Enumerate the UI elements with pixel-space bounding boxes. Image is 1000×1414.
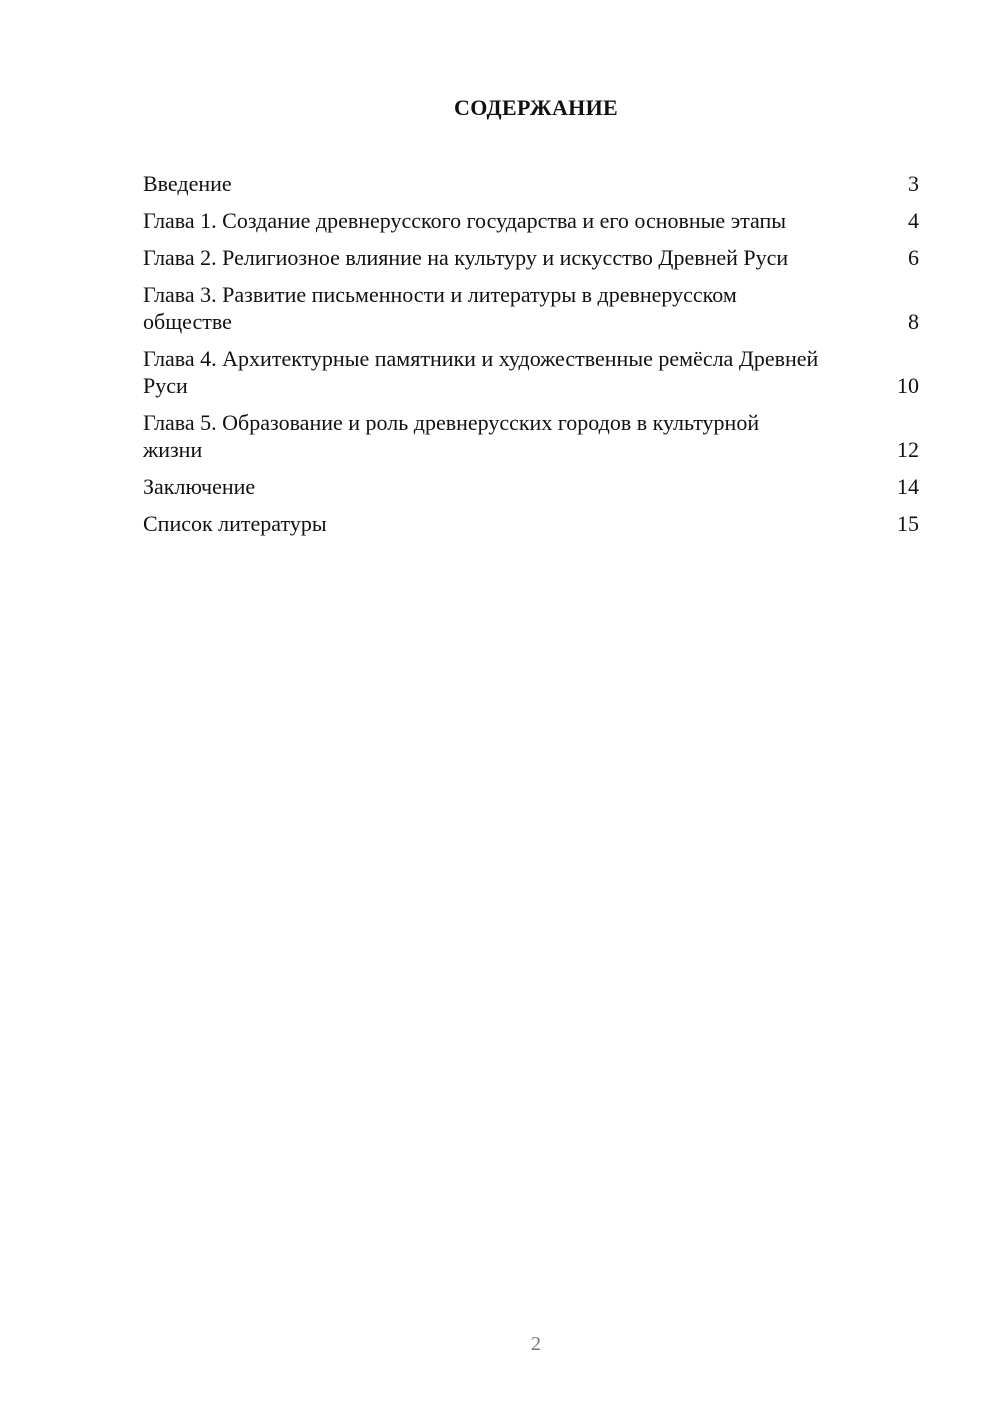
page-number: 2 xyxy=(531,1333,541,1355)
toc-title: СОДЕРЖАНИЕ xyxy=(454,95,618,120)
toc-entry-page: 3 xyxy=(908,171,919,196)
toc-entry-text: Глава 5. Образование и роль древнерусских городов в культурной жизни xyxy=(143,410,760,462)
toc-entry-text: Глава 1. Создание древнерусского государства и его основные этапы xyxy=(143,208,787,233)
toc-entry-page: 14 xyxy=(897,474,919,499)
toc-entry-introduction xyxy=(143,170,919,197)
toc-entry-bibliography xyxy=(143,510,919,537)
toc-entry-page: 8 xyxy=(908,309,919,334)
toc-entry-conclusion xyxy=(143,473,919,500)
toc-entry-text: Введение xyxy=(143,171,232,196)
toc-entry-chapter-5 xyxy=(143,409,919,463)
toc-entry-page: 6 xyxy=(908,245,919,270)
toc-entry-text: Глава 2. Религиозное влияние на культуру и искусство Древней Руси xyxy=(143,245,789,270)
toc-entry-chapter-3 xyxy=(143,281,919,335)
toc-entry-page: 4 xyxy=(908,208,919,233)
toc-list xyxy=(143,170,919,547)
toc-entry-text: Список литературы xyxy=(143,511,327,536)
toc-entry-chapter-4 xyxy=(143,345,919,399)
toc-entry-chapter-2 xyxy=(143,244,919,271)
toc-entry-page: 12 xyxy=(897,437,919,462)
toc-entry-page: 10 xyxy=(897,373,919,398)
toc-entry-text: Заключение xyxy=(143,474,256,499)
toc-entry-text: Глава 4. Архитектурные памятники и художественные ремёсла Древней Руси xyxy=(143,346,819,398)
toc-entry-text: Глава 3. Развитие письменности и литературы в древнерусском обществе xyxy=(143,282,737,334)
toc-entry-page: 15 xyxy=(897,511,919,536)
toc-entry-chapter-1 xyxy=(143,207,919,234)
